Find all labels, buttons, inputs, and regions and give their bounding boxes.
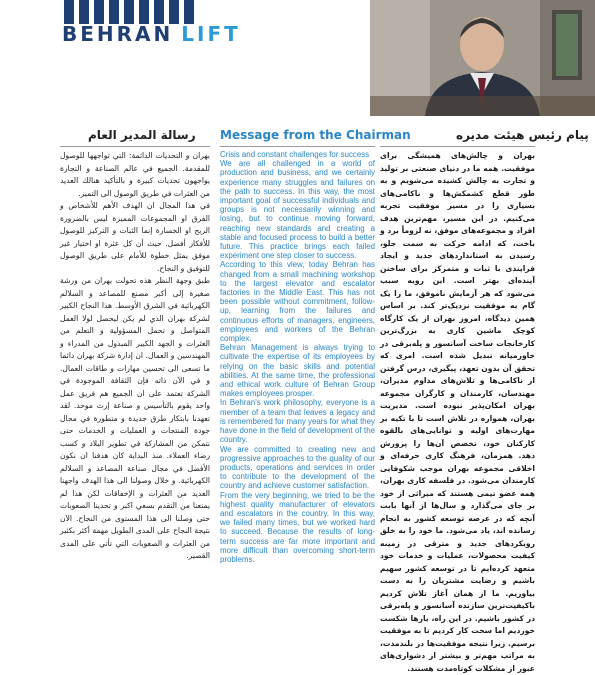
- title-divider: [220, 146, 375, 147]
- brand-name-primary: BEHRAN: [62, 22, 174, 46]
- paragraph: We are committed to creating new and progressive approaches to the quality of our products, operations and services in order to contribute to the development of the country and achieve customer satisfaction.: [220, 444, 375, 491]
- paragraph: In Behran's work philosophy, everyone is a member of a team that leaves a legacy and is remembered for many years for what they have done in the field of development of the country.: [220, 398, 375, 445]
- paragraph: في هذا المجال ان الهدف الأهم للأشخاص و الفرق او المجموعات المميزة ليس بالضرورة الربح او الخسارة إنما الثبات و التركيز للوصول للأفكار أفضل. حيث أن كل عثرة او اختيار غير موفق يمثل خطوة للأمام على طريق الوصول للتوفيق و النجاح.: [60, 201, 210, 273]
- paragraph: بهران و التحديات الدائمة: التي تواجهها للوصول للمقدمة. الجميع في عالم الصناعة و التجارة يواجهون تحديات كبيرة و بالتأكيد هنالك العديد من العثرات في طريق الوصول الى التميز.: [60, 151, 210, 198]
- brand-wordmark: [62, 22, 241, 46]
- column-title-persian: پیام رئیس هیئت مدیره: [456, 128, 589, 142]
- english-column: [220, 150, 375, 590]
- paragraph: Behran Management is always trying to cultivate the expertise of its employees by relying on the basic skills and potential abilities. At the same time, the professional and ethical work culture of Behran Group makes employees prosper.: [220, 343, 375, 399]
- header: [0, 0, 595, 120]
- column-title-arabic: رسالة المدير العام: [88, 128, 196, 142]
- paragraph: We are all challenged in a world of production and business, and we certainly experience many struggles and failures on the path to success. In this way, the most important goal of successful individuals and groups is not necessarily winning and losing, but to continue moving forward, reaching new standards and creating a stable and focused process to build a better future. This practice brings each failed experiment one step closer to success.: [220, 159, 375, 261]
- chairman-photo: [370, 0, 595, 116]
- paragraph: طبق وجهة النظر هذه تحولت بهران من ورشة صغيرة إلى أكبر مصنع للمصاعد و السلالم الكهربائية في الشرق الأوسط. هذا النجاح الكبير لشركة بهران الذي لم يكن ليحصل لولا العمل المتواصل و تحمل المسؤولية و التعلم من العثرات و الجهد الكبير المبذول من المدراء و المهندسين و العمال. ان إدارة شركة بهران دائما ما تسعى الى تحسين مهارات و طاقات العمال. و في الآن ذاته فإن الثقافة الموجودة في الشركة تعتمد على ان الجميع هم فريق عمل واحد يقوم بالتأسيس و صناعة إرث موحد. لقد تعهدنا بابتكار طرق جديدة و متطورة في مجال جودة المنتجات و العمليات و الخدمات حتى نتمكن من المشاركة في تطوير البلاد و كسب رضاء العملاء. منذ البداية كان هدفنا ان نكون الأفضل في مجال صناعة المصاعد و السلالم الكهربائية. و خلال وصولنا الى هذا الهدف واجهنا العديد من العثرات و الإخفاقات لكن هذا لم يمنعنا من التقدم بسعي اكبر و تحدينا الصعوبات حتى وصلنا الى هذا المستوى من النجاح. الآن نتيجة النجاح على المدى الطويل مهمة أكثر بكثير من العثرات و الصعوبات التي تأتي على المدى القصير.: [60, 276, 210, 560]
- paragraph: From the very beginning, we tried to be the highest quality manufacturer of elevators and escalators in the country. In this way, we failed many times, but we worked hard to succeed. Because the results of long-term success are far more important and more difficult than overcoming short-term problems.: [220, 490, 375, 564]
- paragraph: بهران و چالش‌های همیشگی برای موفقیت. همه ما در دنیای صنعتی بر تولید و تجارت به چالش کشیده می‌شویم و به طور قطع کشمکش‌ها و ناکامی‌های بسیاری را در مسیر موفقیت تجربه می‌کنیم. در این مسیر، مهم‌ترین هدف افراد و مجموعه‌های موفق، نه لزوماً برد و باخت، که ادامه حرکت به سمت جلو، رسیدن به استانداردهای جدید و ایجاد فرایندی با ثبات و متمرکز برای ساختن آینده‌ای بهتر است. این رویه سبب می‌شود که هر آزمایش ناموفق، ما را یک گام به موفقیت نزدیک‌تر کند. بر اساس همین دیدگاه، امروز بهران از یک کارگاه کوچک ماشین کاری به بزرگ‌ترین کارخانجات ساخت آسانسور و پله‌برقی در خاورمیانه تبدیل شده است. امری که تحقق آن بدون تعهد، پیگیری، درس گرفتن از ناکامی‌ها و تلاش‌های مداوم مدیران، مهندسان، کارمندان و کارگران مجموعه بهران امکان‌پذیر نبوده است. مدیریت بهران، همواره در تلاش است تا با تکیه بر مهارت‌های اولیه و توانایی‌های بالقوه کارکنان خود، تخصص آن‌ها را پرورش دهد. همزمان، فرهنگ کاری حرفه‌ای و اخلاقی مجموعه بهران موجب شکوفایی کارمندان می‌شود. در فلسفه کاری بهران، همه عضو تیمی هستند که میراثی از خود بر جای می‌گذارد و سال‌ها از آنها بابت آنچه که در عرصه توسعه کشور به انجام رسانده اند، یاد می‌شود. ما خود را به خلق رویکردهای جدید و مترقی در زمینه کیفیت محصولات، عملیات و خدمات خود متعهد کرده‌ایم تا در توسعه کشور سهیم باشیم و رضایت مشتریان را به دست بیاوریم. ما از همان آغاز تلاش کردیم باکیفیت‌ترین سازنده آسانسور و پله‌برقی در کشور باشیم. در این راه، بارها شکست خوردیم اما سخت کار کردیم تا به موفقیت برسیم. زیرا نتیجه موفقیت‌ها در بلندمدت، به مراتب مهم‌تر و بیشتر از دشواری‌های عبور از مشکلات کوتاه‌مدت هستند.: [380, 151, 535, 673]
- brand-name-secondary: LIFT: [181, 22, 241, 46]
- column-title-english: Message from the Chairman: [220, 128, 411, 142]
- paragraph: Crisis and constant challenges for success: [220, 150, 370, 159]
- arabic-column: [60, 150, 210, 590]
- persian-column: [380, 150, 535, 673]
- paragraph: According to this view, today Behran has changed from a small machining workshop to the largest elevator and escalator factories in the Middle East. This has not been possible without commitment, follow-up, learning from the failures and continuous efforts of managers, engineers, employees and workers of the Behran complex.: [220, 260, 375, 344]
- title-divider: [380, 146, 535, 147]
- title-divider: [60, 146, 210, 147]
